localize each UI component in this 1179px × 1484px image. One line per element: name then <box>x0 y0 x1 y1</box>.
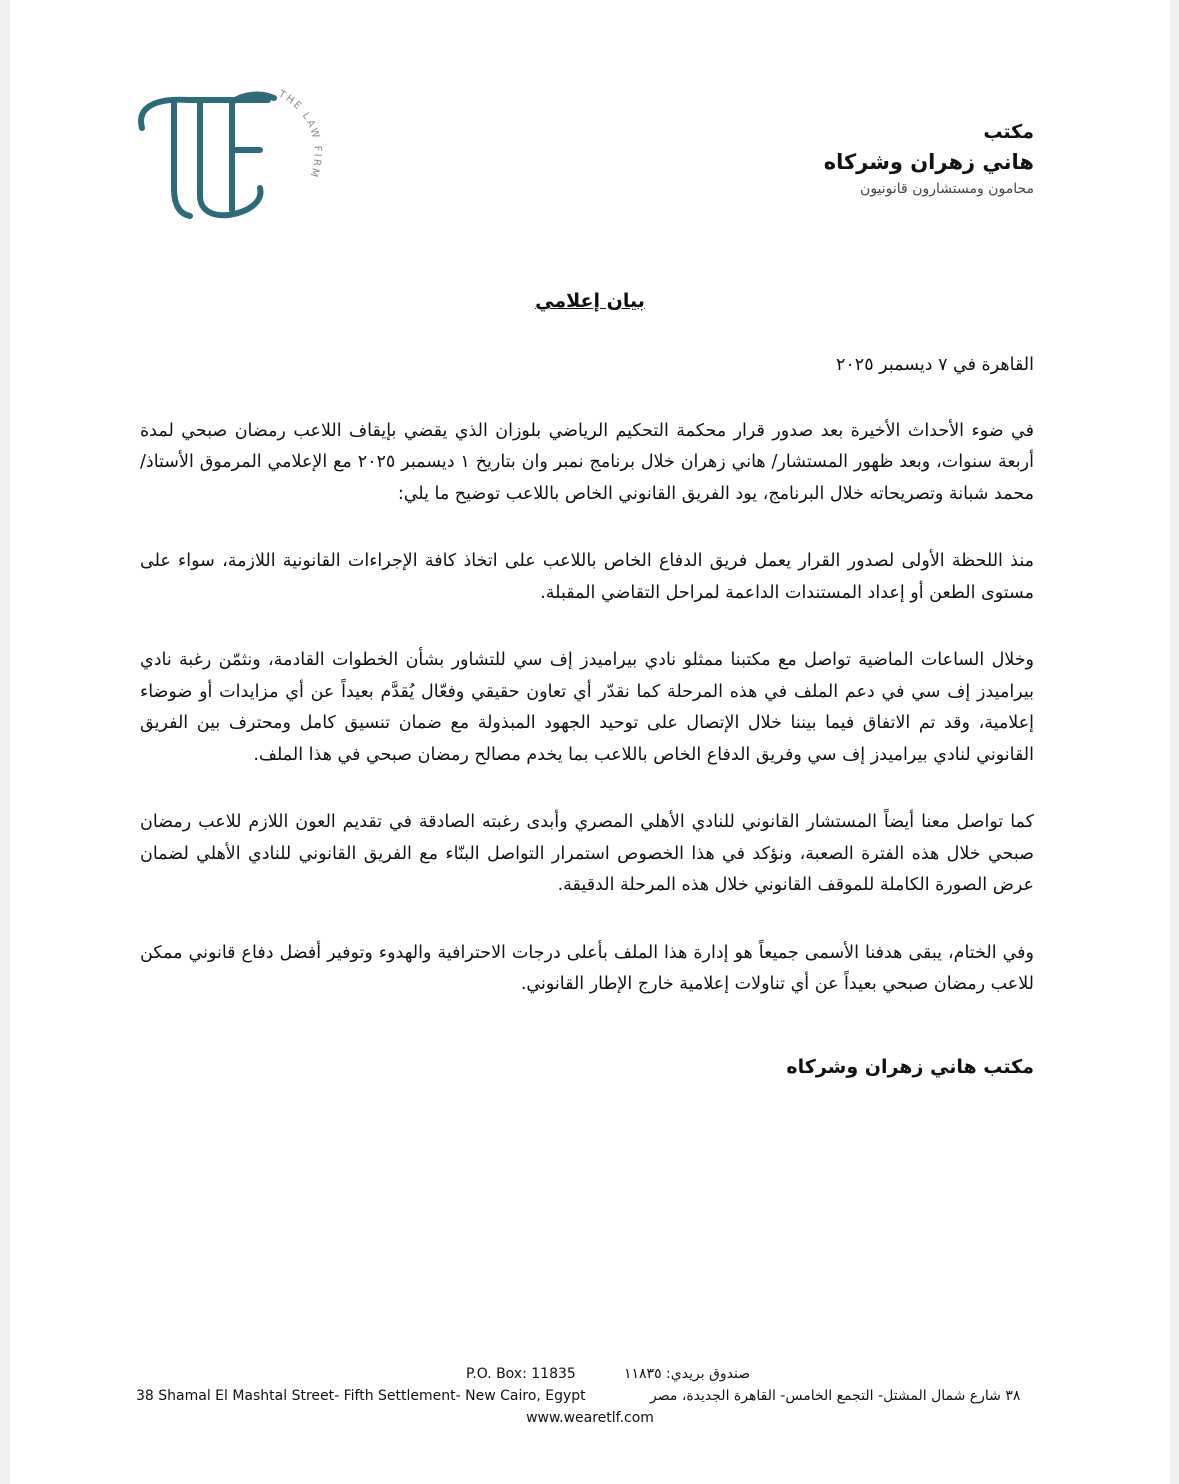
footer-pobox-ar: صندوق بريدي: ١١٨٣٥ <box>624 1366 751 1382</box>
letter-page <box>10 0 1170 1484</box>
letter-body <box>140 350 1034 1037</box>
tlf-logo <box>128 88 328 228</box>
paragraph: وفي الختام، يبقى هدفنا الأسمى جميعاً هو إدارة هذا الملف بأعلى درجات الاحترافية والهدوء وتوفير أفضل دفاع قانوني ممكن للاعب رمضان صبحي بعيداً عن أي تناولات إعلامية خارج الإطار القانوني. <box>140 942 1034 994</box>
footer-pobox-en: P.O. Box: 11835 <box>466 1366 576 1382</box>
letterhead-office: مكتب <box>983 121 1034 143</box>
paragraph: وخلال الساعات الماضية تواصل مع مكتبنا ممثلو نادي بيراميدز إف سي للتشاور بشأن الخطوات القادمة، ونثمّن رغبة نادي بيراميدز إف سي في دعم الملف في هذه المرحلة كما نقدّر أي تعاون حقيقي وفعّال يُقدَّم بعيداً عن أي مزايدات أو ضوضاء إعلامية، وقد تم الاتفاق فيما بيننا خلال الإتصال على توحيد الجهود المبذولة مع ضمان تنسيق كامل ومحترف بين الفريق القانوني لنادي بيراميدز إف سي وفريق الدفاع الخاص باللاعب بما يخدم مصالح رمضان صبحي في هذا الملف. <box>140 650 1034 765</box>
letterhead-firm-name: هاني زهران وشركاه <box>823 150 1034 174</box>
paragraph: في ضوء الأحداث الأخيرة بعد صدور قرار محكمة التحكيم الرياضي بلوزان الذي يقضي بإيقاف اللاعب رمضان صبحي لمدة أربعة سنوات، وبعد ظهور المستشار/ هاني زهران خلال برنامج نمبر وان بتاريخ ١ ديسمبر ٢٠٢٥ مع الإعلامي المرموق الأستاذ/ محمد شبانة وتصريحاته خلال البرنامج، يود الفريق القانوني الخاص باللاعب توضيح ما يلي: <box>140 420 1034 504</box>
document-title: بيان إعلامي <box>535 290 645 312</box>
logo-tagline: THE LAW FIRM <box>276 88 323 181</box>
paragraph: منذ اللحظة الأولى لصدور القرار يعمل فريق الدفاع الخاص باللاعب على اتخاذ كافة الإجراءات القانونية اللازمة، سواء على مستوى الطعن أو إعداد المستندات الداعمة لمراحل التقاضي المقبلة. <box>140 551 1034 603</box>
signature: مكتب هاني زهران وشركاه <box>786 1056 1034 1078</box>
footer-website-link[interactable]: www.wearetlf.com <box>526 1410 654 1426</box>
footer-address-ar: ٣٨ شارع شمال المشتل- التجمع الخامس- القاهرة الجديدة، مصر <box>650 1388 1021 1404</box>
letterhead <box>824 118 1034 200</box>
tlf-monogram-icon <box>128 88 328 228</box>
letterhead-subtitle: محامون ومستشارون قانونيون <box>860 181 1034 197</box>
paragraph: كما تواصل معنا أيضاً المستشار القانوني للنادي الأهلي المصري وأبدى رغبته الصادقة في تقديم العون اللازم للاعب رمضان صبحي خلال هذه الفترة الصعبة، ونؤكد في هذا الخصوص استمرار التواصل البنّاء مع الفريق القانوني للنادي الأهلي لضمان عرض الصورة الكاملة للموقف القانوني خلال هذه المرحلة الدقيقة. <box>140 812 1034 895</box>
letter-date: القاهرة في ٧ ديسمبر ٢٠٢٥ <box>836 355 1034 375</box>
footer-address-en: 38 Shamal El Mashtal Street- Fifth Settlement- New Cairo, Egypt <box>136 1388 586 1404</box>
